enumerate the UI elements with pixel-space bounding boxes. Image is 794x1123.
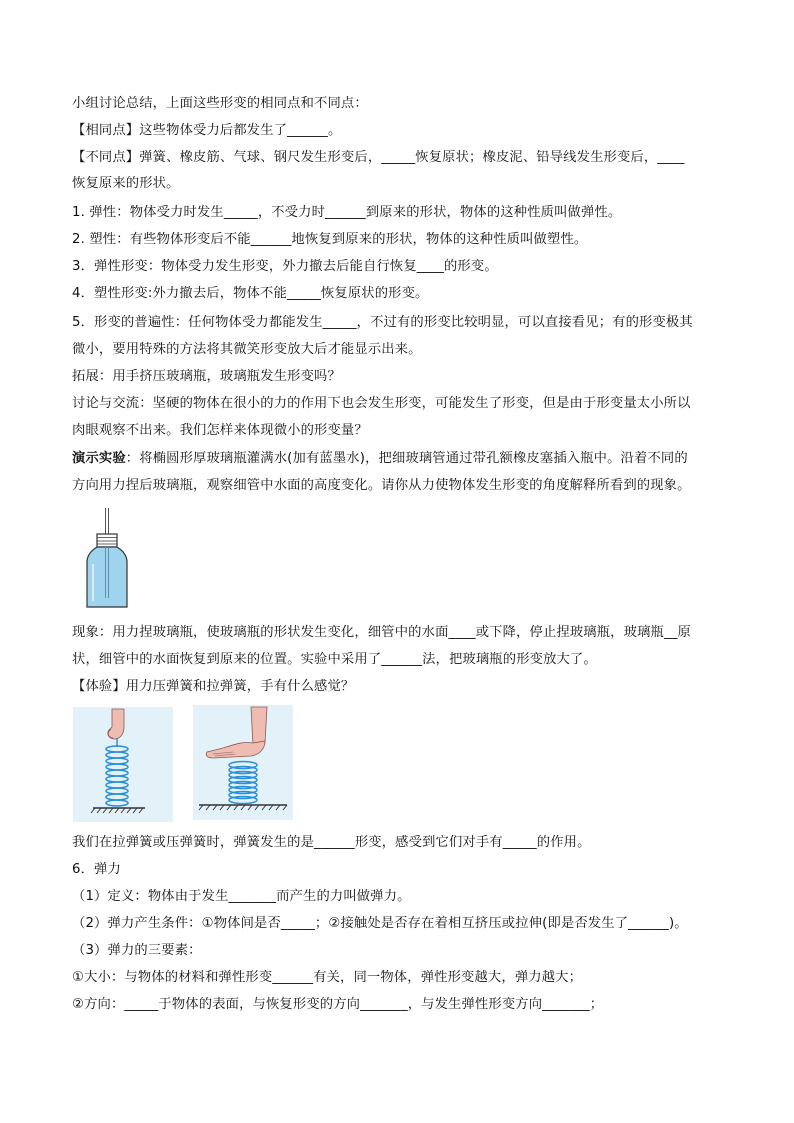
text-line: 【不同点】弹簧、橡皮筋、气球、钢尺发生形变后，_____恢复原状；橡皮泥、铅导线发生形变后，____ [72,150,685,165]
text-line: （3）弹力的三要素： [72,943,202,958]
text-line: 现象：用力捏玻璃瓶，使玻璃瓶的形状发生变化，细管中的水面____或下降，停止捏玻璃瓶，玻璃瓶__原 [72,625,692,640]
text-line: 1. 弹性：物体受力时发生_____，不受力时______到原来的形状，物体的这种性质叫做弹性。 [72,205,622,220]
text-line: 状，细管中的水面恢复到原来的位置。实验中采用了______法，把玻璃瓶的形变放大了。 [72,652,597,667]
demo-label: 演示实验 [72,451,126,466]
text-line: 小组讨论总结，上面这些形变的相同点和不同点： [72,96,368,111]
text-line: 5．形变的普遍性：任何物体受力都能发生_____，不过有的形变比较明显，可以直接看见；有的形变极其 [72,315,693,330]
demo-text: ：将椭圆形厚玻璃瓶灌满水(加有蓝墨水)，把细玻璃管通过带孔额橡皮塞插入瓶中。沿着不同的 [125,451,688,466]
text-line: （2）弹力产生条件：①物体间是否_____；②接触处是否存在着相互挤压或拉伸(即是否发生了______)。 [72,916,688,931]
text-line: 讨论与交流：坚硬的物体在很小的力的作用下也会发生形变，可能发生了形变，但是由于形变量太小所以 [72,396,691,411]
text-line: （1）定义：物体由于发生_______而产生的力叫做弹力。 [72,889,411,904]
text-line: 方向用力捏后玻璃瓶，观察细管中水面的高度变化。请你从力使物体发生形变的角度解释所看到的现象。 [72,478,691,493]
demo-line [72,449,688,469]
bottle-figure [84,506,130,612]
text-line: ①大小：与物体的材料和弹性形变______有关，同一物体，弹性形变越大，弹力越大； [72,970,583,985]
text-line: 3．弹性形变：物体受力发生形变，外力撤去后能自行恢复____的形变。 [72,259,498,274]
text-line: 4．塑性形变:外力撤去后，物体不能_____恢复原状的形变。 [72,286,429,301]
text-line: 【相同点】这些物体受力后都发生了______。 [72,123,342,138]
text-line: 恢复原来的形状。 [72,176,180,191]
text-line: 6．弹力 [72,862,121,877]
text-line: 微小，要用特殊的方法将其微笑形变放大后才能显示出来。 [72,342,422,357]
text-line: 2. 塑性：有些物体形变后不能______地恢复到原来的形状，物体的这种性质叫做塑性。 [72,232,588,247]
spring-pull-figure [73,707,173,822]
text-line: 【体验】用力压弹簧和拉弹簧，手有什么感觉？ [72,679,355,694]
text-line: 拓展：用手挤压玻璃瓶，玻璃瓶发生形变吗？ [72,369,341,384]
text-line: 肉眼观察不出来。我们怎样来体现微小的形变量？ [72,423,368,438]
spring-press-figure [193,705,293,820]
text-line: ②方向：_____于物体的表面，与恢复形变的方向_______，与发生弹性形变方向_______； [72,997,604,1012]
text-line: 我们在拉弹簧或压弹簧时，弹簧发生的是______形变，感受到它们对手有_____的作用。 [72,835,591,850]
